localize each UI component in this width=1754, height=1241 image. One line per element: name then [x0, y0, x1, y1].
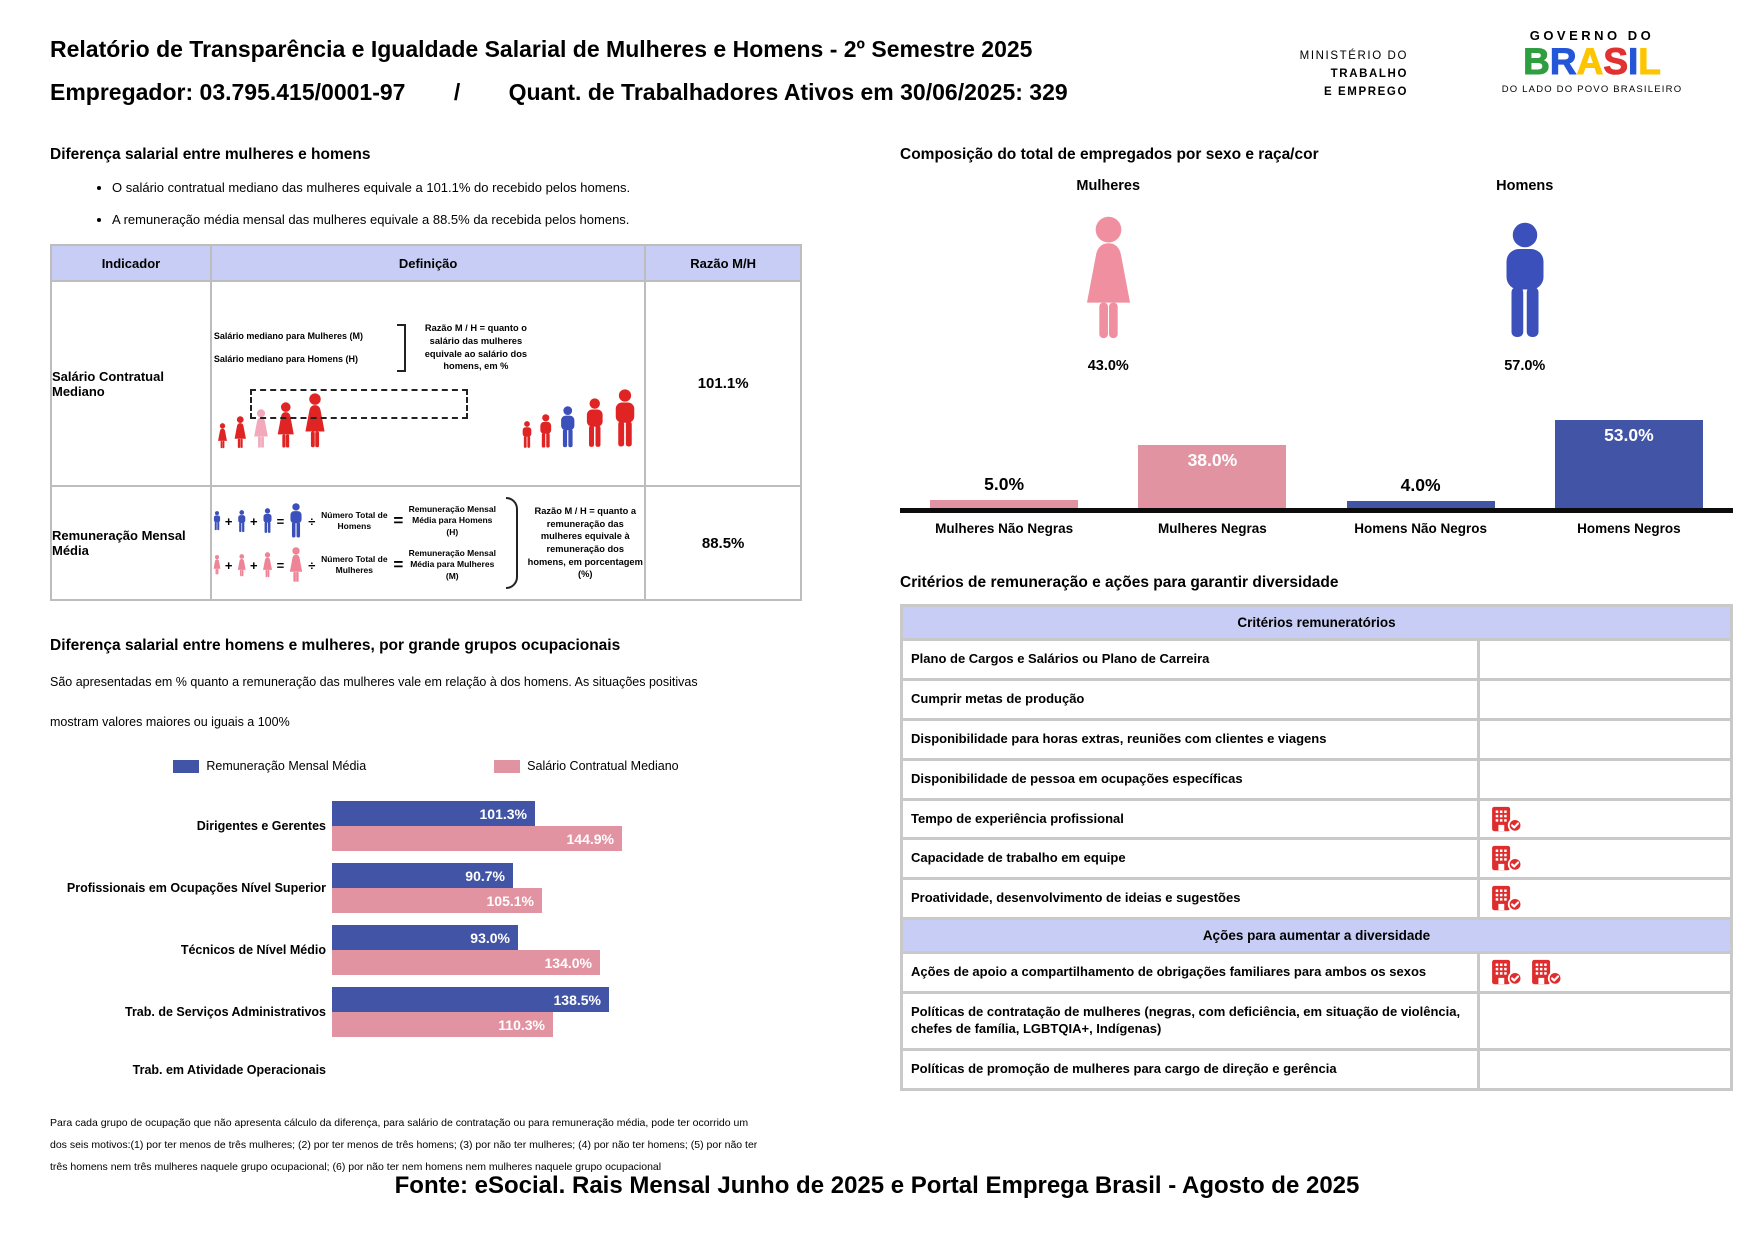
- brace-icon: [506, 497, 518, 589]
- occupational-bar-chart: [50, 801, 802, 1078]
- occ-category-label: Profissionais em Ocupações Nível Superior: [66, 880, 326, 895]
- criteria-table: [900, 604, 1733, 1091]
- criteria-status-cell: [1479, 1049, 1732, 1089]
- salary-diff-bullets: [50, 180, 802, 227]
- criteria-label: Proatividade, desenvolvimento de ideias e sugestões: [902, 879, 1479, 919]
- occupational-footnote: Para cada grupo de ocupação que não apresenta cálculo da diferença, para salário de contratação ou para remuneração média, pode ter ocorrido um dos seis motivos:(1) por ter menos de três mulheres; (2) por ter menos de três homens; (3) por não ter mulheres; (4) por não ter homens; (5) por não ter três homens nem três mulheres naquele grupo ocupacional; (6) por não ter nem homens nem mulheres naquele grupo ocupacional: [50, 1117, 758, 1174]
- occ-bar-value: 90.7%: [465, 867, 505, 884]
- right-column: [900, 146, 1733, 1091]
- comp-bar-value: 53.0%: [1604, 425, 1654, 445]
- occ-bar-remuneracao: [332, 863, 513, 888]
- comp-bar: [1555, 420, 1703, 508]
- legend-remuneracao: [173, 759, 366, 773]
- comp-bar-value: 5.0%: [984, 474, 1025, 494]
- occupational-subtitle-line1: São apresentadas em % quanto a remuneração das mulheres vale em relação à dos homens. As situações positivas: [50, 675, 698, 689]
- occ-group: [50, 1063, 802, 1078]
- criteria-row: [902, 799, 1732, 839]
- criteria-label: Plano de Cargos e Salários ou Plano de Carreira: [902, 640, 1479, 680]
- median-men-label: Salário mediano para Homens (H): [213, 354, 358, 364]
- left-column: [50, 146, 802, 1178]
- occ-group: [50, 987, 802, 1037]
- brasil-letter: B: [1523, 41, 1550, 82]
- criteria-section-header-row: [902, 919, 1732, 953]
- male-label: Homens: [1496, 178, 1554, 194]
- criteria-status-cell: [1479, 759, 1732, 799]
- criteria-row: [902, 759, 1732, 799]
- man-icon: [236, 510, 248, 533]
- mean-ratio-explanation: Razão M / H = quanto a remuneração das mulheres equivale à remuneração dos homens, em porcentagem (%): [527, 506, 643, 580]
- occ-bar-value: 93.0%: [470, 929, 510, 946]
- gov-logo-slogan: DO LADO DO POVO BRASILEIRO: [1501, 83, 1683, 95]
- comp-category-label: Mulheres Não Negras: [935, 521, 1074, 536]
- people-comparison-illustration: [212, 383, 644, 449]
- indicator-median-label: Salário Contratual Mediano: [51, 281, 211, 486]
- occ-bar-value: 105.1%: [486, 892, 534, 909]
- median-women-label: Salário mediano para Mulheres (M): [213, 331, 363, 341]
- brasil-letter: R: [1549, 41, 1577, 82]
- occ-bar-salario: [332, 1012, 553, 1037]
- ratio-median-value: 101.1%: [645, 281, 801, 486]
- comp-bar-group: [900, 404, 1108, 508]
- criteria-label: Disponibilidade para horas extras, reuniões com clientes e viagens: [902, 719, 1479, 759]
- man-icon: [212, 511, 222, 531]
- company-check-icon: [1490, 806, 1523, 833]
- comp-bar: [1138, 445, 1286, 508]
- woman-icon: [261, 552, 274, 578]
- criteria-label: Capacidade de trabalho em equipe: [902, 839, 1479, 879]
- man-icon: [520, 421, 534, 449]
- female-label: Mulheres: [1076, 178, 1141, 194]
- indicator-mean-label: Remuneração Mensal Média: [51, 486, 211, 600]
- man-icon: [582, 398, 608, 449]
- brasil-letter: A: [1576, 41, 1604, 82]
- ministry-line3: E EMPREGO: [1323, 85, 1408, 98]
- criteria-status-cell: [1479, 839, 1732, 879]
- criteria-section-header: Ações para aumentar a diversidade: [902, 919, 1732, 953]
- source-footer: Fonte: eSocial. Rais Mensal Junho de 2025 e Portal Emprega Brasil - Agosto de 2025: [394, 1172, 1360, 1199]
- gov-logo-top: GOVERNO DO: [1529, 28, 1655, 43]
- occ-bar-remuneracao: [332, 987, 609, 1012]
- ratio-mean-value: 88.5%: [645, 486, 801, 600]
- subtitle-separator: /: [453, 79, 461, 105]
- brasil-letter: I: [1628, 41, 1639, 82]
- company-check-icon: [1490, 845, 1523, 872]
- criteria-status-cell: [1479, 953, 1732, 993]
- race-gender-bar-chart: [900, 404, 1733, 536]
- comp-bar: [930, 500, 1078, 508]
- race-gender-bars: [900, 404, 1733, 508]
- male-figure-icon: [1495, 222, 1555, 342]
- man-icon: [557, 406, 579, 449]
- women-formula-row: + + = ÷ Número Total de Mulheres = Remuneração Mensal Média para Mulheres (M): [212, 547, 498, 583]
- blue-swatch-icon: [173, 760, 199, 773]
- bracket-icon: [397, 324, 406, 372]
- criteria-status-cell: [1479, 993, 1732, 1050]
- col-header-indicador: Indicador: [51, 245, 211, 281]
- ministry-line1: MINISTÉRIO DO: [1299, 50, 1408, 62]
- bullet-median: • O salário contratual mediano das mulheres equivale a 101.1% do recebido pelos homens.: [112, 180, 802, 195]
- occ-bar-value: 134.0%: [544, 954, 592, 971]
- salary-diff-title: Diferença salarial entre mulheres e homens: [50, 146, 371, 163]
- occ-bar-value: 110.3%: [498, 1016, 545, 1033]
- col-header-razao: Razão M/H: [645, 245, 801, 281]
- criteria-label: Disponibilidade de pessoa em ocupações específicas: [902, 759, 1479, 799]
- occ-bar-value: 144.9%: [566, 830, 614, 847]
- median-definition-diagram: [211, 281, 645, 486]
- woman-icon: [212, 555, 222, 575]
- criteria-label: Cumprir metas de produção: [902, 679, 1479, 719]
- comp-category-label: Homens Negros: [1577, 521, 1681, 536]
- woman-icon: [216, 423, 229, 449]
- criteria-row: [902, 1049, 1732, 1089]
- salary-indicator-table: [50, 244, 802, 601]
- criteria-label: Tempo de experiência profissional: [902, 799, 1479, 839]
- criteria-row: [902, 953, 1732, 993]
- comp-bar-group: [1108, 404, 1316, 508]
- occupational-title: Diferença salarial entre homens e mulheres, por grande grupos ocupacionais: [50, 637, 621, 654]
- criteria-row: [902, 879, 1732, 919]
- criteria-title: Critérios de remuneração e ações para garantir diversidade: [900, 574, 1339, 591]
- comp-bar-value: 38.0%: [1187, 450, 1238, 470]
- occ-bar-value: 138.5%: [553, 991, 601, 1008]
- composition-figures: [900, 178, 1733, 374]
- legend-salario-label: Salário Contratual Mediano: [527, 759, 679, 773]
- criteria-status-cell: [1479, 679, 1732, 719]
- ministry-logo: [1240, 48, 1408, 101]
- company-check-icon: [1530, 959, 1563, 986]
- man-icon: [610, 389, 640, 449]
- comp-bar-value: 4.0%: [1400, 475, 1441, 495]
- comp-bar-group: [1525, 404, 1733, 508]
- race-gender-categories: [900, 521, 1733, 536]
- woman-icon: [232, 416, 249, 449]
- criteria-status-cell: [1479, 879, 1732, 919]
- bullet-mean: • A remuneração média mensal das mulheres equivale a 88.5% da recebida pelos homens.: [112, 212, 802, 227]
- men-formula-row: + + = ÷ Número Total de Homens = Remuneração Mensal Média para Homens (H): [212, 503, 498, 539]
- occ-category-label: Trab. em Atividade Operacionais: [132, 1063, 326, 1077]
- female-figure-icon: [1077, 216, 1140, 342]
- criteria-row: [902, 993, 1732, 1050]
- median-ratio-explanation: Razão M / H = quanto o salário das mulheres equivale ao salário dos homens, em %: [424, 323, 528, 372]
- composition-title: Composição do total de empregados por sexo e raça/cor: [900, 146, 1319, 163]
- female-share: [900, 178, 1317, 374]
- pink-swatch-icon: [494, 760, 520, 773]
- occ-category-label: Trab. de Serviços Administrativos: [125, 1004, 326, 1019]
- comp-category-label: Mulheres Negras: [1157, 521, 1267, 536]
- comp-bar: [1347, 501, 1495, 508]
- median-range-dashed-box: [250, 389, 468, 419]
- woman-icon: [287, 547, 305, 583]
- man-icon: [537, 414, 555, 449]
- man-icon: [287, 503, 305, 539]
- company-check-icon: [1490, 885, 1523, 912]
- woman-icon: [236, 554, 248, 577]
- criteria-section-header-row: [902, 606, 1732, 640]
- criteria-row: [902, 839, 1732, 879]
- legend-salario: [494, 759, 678, 773]
- brasil-letter: S: [1603, 41, 1628, 82]
- occ-group: [50, 801, 802, 851]
- occ-bar-salario: [332, 950, 600, 975]
- chart-baseline: [900, 508, 1733, 513]
- criteria-status-cell: [1479, 799, 1732, 839]
- man-icon: [261, 508, 274, 534]
- male-share: [1317, 178, 1734, 374]
- occupational-subtitle: [50, 675, 802, 729]
- criteria-label: Políticas de contratação de mulheres (negras, com deficiência, em situação de violência, chefes de família, LGBTQIA+, Indígenas): [902, 993, 1479, 1050]
- occ-bar-salario: [332, 888, 542, 913]
- criteria-row: [902, 640, 1732, 680]
- criteria-label: Políticas de promoção de mulheres para cargo de direção e gerência: [902, 1049, 1479, 1089]
- occ-category-label: Dirigentes e Gerentes: [196, 818, 326, 833]
- occ-group: [50, 925, 802, 975]
- comp-bar-group: [1317, 404, 1525, 508]
- brasil-wordmark-icon: [1458, 43, 1726, 82]
- employer-id: Empregador: 03.795.415/0001-97: [50, 79, 406, 105]
- occ-chart-legend: [50, 759, 802, 773]
- criteria-status-cell: [1479, 640, 1732, 680]
- occ-bar-remuneracao: [332, 801, 535, 826]
- occupational-subtitle-line2: mostram valores maiores ou iguais a 100%: [50, 715, 290, 729]
- table-row: [51, 281, 801, 486]
- col-header-definicao: Definição: [211, 245, 645, 281]
- criteria-row: [902, 679, 1732, 719]
- occ-bar-salario: [332, 826, 622, 851]
- women-divisor-label: Número Total de Mulheres: [321, 553, 388, 575]
- mean-definition-diagram: [211, 486, 645, 600]
- table-row: [51, 486, 801, 600]
- ministry-line2: TRABALHO: [1330, 67, 1408, 80]
- comp-category-label: Homens Não Negros: [1354, 521, 1488, 536]
- page-title: Relatório de Transparência e Igualdade Salarial de Mulheres e Homens - 2º Semestre 2025: [50, 36, 1033, 62]
- women-result-label: Remuneração Mensal Média para Mulheres (M): [408, 548, 496, 581]
- men-figures-group: [520, 389, 641, 449]
- occ-group: [50, 863, 802, 913]
- page-subtitle: [50, 79, 1200, 106]
- occ-bar-remuneracao: [332, 925, 518, 950]
- occ-category-label: Técnicos de Nível Médio: [180, 942, 326, 957]
- male-percentage: 57.0%: [1504, 358, 1546, 374]
- brasil-letter: L: [1638, 41, 1661, 82]
- report-header: [50, 36, 1200, 106]
- criteria-row: [902, 719, 1732, 759]
- criteria-section-header: Critérios remuneratórios: [902, 606, 1732, 640]
- criteria-status-cell: [1479, 719, 1732, 759]
- criteria-label: Ações de apoio a compartilhamento de obrigações familiares para ambos os sexos: [902, 953, 1479, 993]
- men-divisor-label: Número Total de Homens: [321, 509, 388, 531]
- men-result-label: Remuneração Mensal Média para Homens (H): [408, 504, 496, 537]
- female-percentage: 43.0%: [1087, 358, 1129, 374]
- company-check-icon: [1490, 959, 1523, 986]
- legend-remuneracao-label: Remuneração Mensal Média: [206, 759, 367, 773]
- active-workers: Quant. de Trabalhadores Ativos em 30/06/2025: 329: [508, 79, 1068, 105]
- occ-bar-value: 101.3%: [479, 805, 527, 822]
- governo-do-brasil-logo: [1458, 28, 1726, 95]
